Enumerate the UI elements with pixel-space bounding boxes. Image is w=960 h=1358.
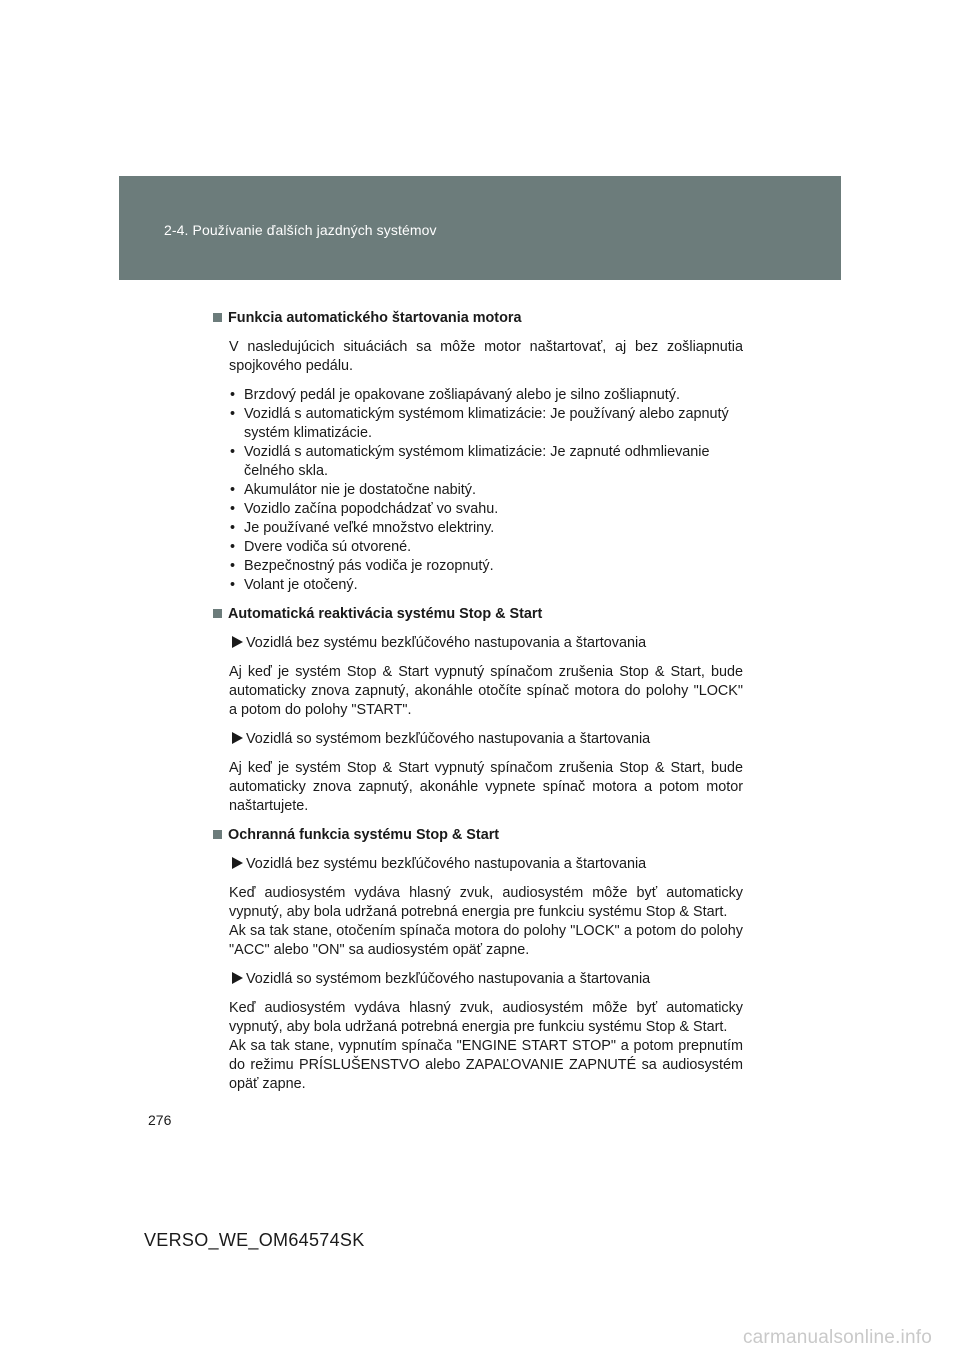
chapter-title: 2-4. Používanie ďalších jazdných systémov <box>164 222 437 238</box>
watermark: carmanualsonline.info <box>742 1327 932 1348</box>
section-title: Ochranná funkcia systému Stop & Start <box>228 827 500 843</box>
chapter-header-band <box>119 176 841 280</box>
square-bullet-icon <box>213 609 222 618</box>
section-intro: V nasledujúcich situáciách sa môže motor naštartovať, aj bez zošliapnutia spojkového pedálu. <box>229 339 743 374</box>
subsection-label: Vozidlá so systémom bezkľúčového nastupovania a štartovania <box>232 970 743 989</box>
section-heading-reactivation <box>213 605 743 624</box>
subsection-text: Aj keď je systém Stop & Start vypnutý spínačom zrušenia Stop & Start, bude automaticky znova zapnutý, akonáhle vypnete spínač motora a potom motor naštartujete. <box>229 760 743 814</box>
document-code: VERSO_WE_OM64574SK <box>144 1230 365 1250</box>
condition-list <box>229 386 743 595</box>
square-bullet-icon <box>213 313 222 322</box>
list-item: • Brzdový pedál je opakovane zošliapávaný alebo je silno zošliapnutý. <box>229 386 743 405</box>
list-item: • Dvere vodiča sú otvorené. <box>229 538 743 557</box>
list-item: • Je používané veľké množstvo elektriny. <box>229 519 743 538</box>
section-title: Funkcia automatického štartovania motora <box>228 310 522 326</box>
section-heading-protection <box>213 826 743 845</box>
square-bullet-icon <box>213 830 222 839</box>
subsection-text: Keď audiosystém vydáva hlasný zvuk, audiosystém môže byť automaticky vypnutý, aby bola udržaná potrebná energia pre funkciu systému Stop & Start. <box>229 1000 743 1035</box>
subsection-text: Ak sa tak stane, vypnutím spínača "ENGINE START STOP" a potom prepnutím do režimu PRÍSLUŠENSTVO alebo ZAPAĽOVANIE ZAPNUTÉ sa audiosystém opäť zapne. <box>229 1038 743 1092</box>
subsection-label: Vozidlá bez systému bezkľúčového nastupovania a štartovania <box>232 855 743 874</box>
subsection-text: Keď audiosystém vydáva hlasný zvuk, audiosystém môže byť automaticky vypnutý, aby bola udržaná potrebná energia pre funkciu systému Stop & Start. <box>229 885 743 920</box>
subsection-text: Aj keď je systém Stop & Start vypnutý spínačom zrušenia Stop & Start, bude automaticky znova zapnutý, akonáhle otočíte spínač motora do polohy "LOCK" a potom do polohy "START". <box>229 664 743 718</box>
triangle-pointer-icon <box>232 972 243 984</box>
list-item: • Volant je otočený. <box>229 576 743 595</box>
triangle-pointer-icon <box>232 857 243 869</box>
subsection-label: Vozidlá so systémom bezkľúčového nastupovania a štartovania <box>232 730 743 749</box>
subsection-label: Vozidlá bez systému bezkľúčového nastupovania a štartovania <box>232 634 743 653</box>
triangle-pointer-icon <box>232 732 243 744</box>
list-item: • Bezpečnostný pás vodiča je rozopnutý. <box>229 557 743 576</box>
triangle-pointer-icon <box>232 636 243 648</box>
list-item: • Vozidlo začína popodchádzať vo svahu. <box>229 500 743 519</box>
list-item: • Vozidlá s automatickým systémom klimatizácie: Je používaný alebo zapnutý systém klimatizácie. <box>229 405 743 443</box>
page-number: 276 <box>148 1112 172 1128</box>
page-content <box>213 309 743 1104</box>
section-heading-auto-start <box>213 309 743 328</box>
list-item: • Vozidlá s automatickým systémom klimatizácie: Je zapnuté odhmlievanie čelného skla. <box>229 443 743 481</box>
section-title: Automatická reaktivácia systému Stop & Start <box>228 606 543 622</box>
list-item: • Akumulátor nie je dostatočne nabitý. <box>229 481 743 500</box>
subsection-text: Ak sa tak stane, otočením spínača motora do polohy "LOCK" a potom do polohy "ACC" alebo "ON" sa audiosystém opäť zapne. <box>229 923 743 958</box>
